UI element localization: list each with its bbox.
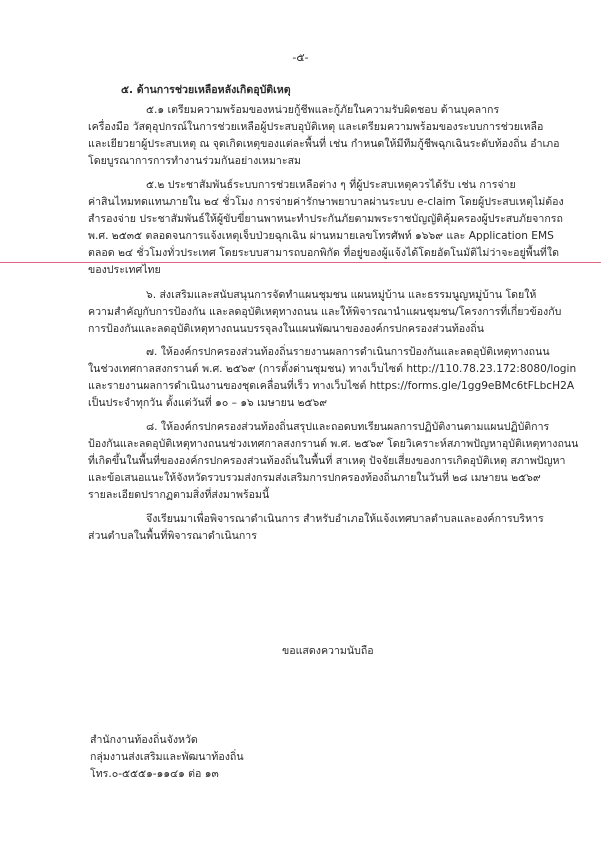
closing-line: ส่วนตำบลในพื้นที่พิจารณาดำเนินการ <box>88 530 257 542</box>
paragraph-line: โดยบูรณาการการทำงานร่วมกันอย่างเหมาะสม <box>88 155 302 167</box>
paragraph-line: เครื่องมือ วัสดุอุปกรณ์ในการช่วยเหลือผู้ประสบอุบัติเหตุ และเตรียมความพร้อมของระบบการช่วยเหลือ <box>88 121 544 133</box>
paragraph-line: ค่าสินไหมทดแทนภายใน ๒๔ ชั่วโมง การจ่ายค่ารักษาพยาบาลผ่านระบบ e-claim โดยผู้ประสบเหตุไม่ต้อง <box>88 196 564 208</box>
page-number: -๕- <box>292 51 309 64</box>
paragraph-line: และรายงานผลการดำเนินงานของชุดเคลื่อนที่เร็ว ทางเว็บไซต์ https://forms.gle/1gg9eBMc6tFLbcH2A <box>88 380 575 392</box>
paragraph-line: และข้อเสนอแนะให้จังหวัดรวบรวมส่งกรมส่งเสริมการปกครองท้องถิ่นภายในวันที่ ๒๘ เมษายน ๒๕๖๙ <box>88 472 541 484</box>
paragraph-line: ความสำคัญกับการป้องกัน และลดอุบัติเหตุทางถนน และให้พิจารณานำแผนชุมชน/โครงการที่เกี่ยวข้องกับ <box>88 306 562 318</box>
signoff: ขอแสดงความนับถือ <box>282 645 374 657</box>
paragraph-line: รายละเอียดปรากฏตามสิ่งที่ส่งมาพร้อมนี้ <box>88 489 270 501</box>
scan-artifact-line <box>0 262 601 263</box>
paragraph-line: เป็นประจำทุกวัน ตั้งแต่วันที่ ๑๐ – ๑๖ เมษายน ๒๕๖๙ <box>88 397 327 409</box>
paragraph-line: ป้องกันและลดอุบัติเหตุทางถนนช่วงเทศกาลสงกรานต์ พ.ศ. ๒๕๖๙ โดยวิเคราะห์สภาพปัญหาอุบัติเหตุทางถนน <box>88 438 579 450</box>
footer-office: สำนักงานท้องถิ่นจังหวัด <box>90 734 198 746</box>
paragraph-line: ๗. ให้องค์กรปกครองส่วนท้องถิ่นรายงานผลการดำเนินการป้องกันและลดอุบัติเหตุทางถนน <box>146 346 550 358</box>
paragraph-line: ของประเทศไทย <box>88 264 161 276</box>
paragraph-line: พ.ศ. ๒๕๓๕ ตลอดจนการแจ้งเหตุเจ็บป่วยฉุกเฉิน ผ่านหมายเลขโทรศัพท์ ๑๖๖๙ และ Application EMS <box>88 230 554 242</box>
paragraph-line: ๘. ให้องค์กรปกครองส่วนท้องถิ่นสรุปและถอดบทเรียนผลการปฏิบัติงานตามแผนปฏิบัติการ <box>146 421 550 433</box>
footer-phone: โทร.๐-๕๕๕๑-๑๑๔๑ ต่อ ๑๓ <box>90 768 219 780</box>
paragraph-line: ๖. ส่งเสริมและสนับสนุนการจัดทำแผนชุมชน แผนหมู่บ้าน และธรรมนูญหมู่บ้าน โดยให้ <box>146 289 537 301</box>
paragraph-line: ในช่วงเทศกาลสงกรานต์ พ.ศ. ๒๕๖๙ (การตั้งด่านชุมชน) ทางเว็บไซต์ http://110.78.23.172:8080/login <box>88 363 577 375</box>
paragraph-line: และเยียวยาผู้ประสบเหตุ ณ จุดเกิดเหตุของแต่ละพื้นที่ เช่น กำหนดให้มีทีมกู้ชีพฉุกเฉินระดับท้องถิ่น อำเภอ <box>88 138 560 150</box>
section-heading: ๕. ด้านการช่วยเหลือหลังเกิดอุบัติเหตุ <box>121 84 291 96</box>
paragraph-line: ๕.๒ ประชาสัมพันธ์ระบบการช่วยเหลือต่าง ๆ ที่ผู้ประสบเหตุควรได้รับ เช่น การจ่าย <box>146 179 516 191</box>
paragraph-line: ๕.๑ เตรียมความพร้อมของหน่วยกู้ชีพและกู้ภัยในความรับผิดชอบ ด้านบุคลากร <box>146 104 500 116</box>
closing-line: จึงเรียนมาเพื่อพิจารณาดำเนินการ สำหรับอำเภอให้แจ้งเทศบาลตำบลและองค์การบริหาร <box>146 513 544 525</box>
paragraph-line: ตลอด ๒๔ ชั่วโมงทั่วประเทศ โดยระบบสามารถบอกพิกัด ที่อยู่ของผู้แจ้งได้โดยอัตโนมัติไม่ว่าจะอยู่พื้นที่ใด <box>88 247 559 259</box>
paragraph-line: ที่เกิดขึ้นในพื้นที่ขององค์กรปกครองส่วนท้องถิ่นในพื้นที่ สาเหตุ ปัจจัยเสี่ยงของการเกิดอุบัติเหตุ สภาพปัญหา <box>88 455 566 467</box>
footer-division: กลุ่มงานส่งเสริมและพัฒนาท้องถิ่น <box>90 751 244 763</box>
paragraph-line: การป้องกันและลดอุบัติเหตุทางถนนบรรจุลงในแผนพัฒนาขององค์กรปกครองส่วนท้องถิ่น <box>88 323 484 335</box>
paragraph-line: สำรองจ่าย ประชาสัมพันธ์ให้ผู้ขับขี่ยานพาหนะทำประกันภัยตามพระราชบัญญัติคุ้มครองผู้ประสบภัยจากรถ <box>88 213 563 225</box>
